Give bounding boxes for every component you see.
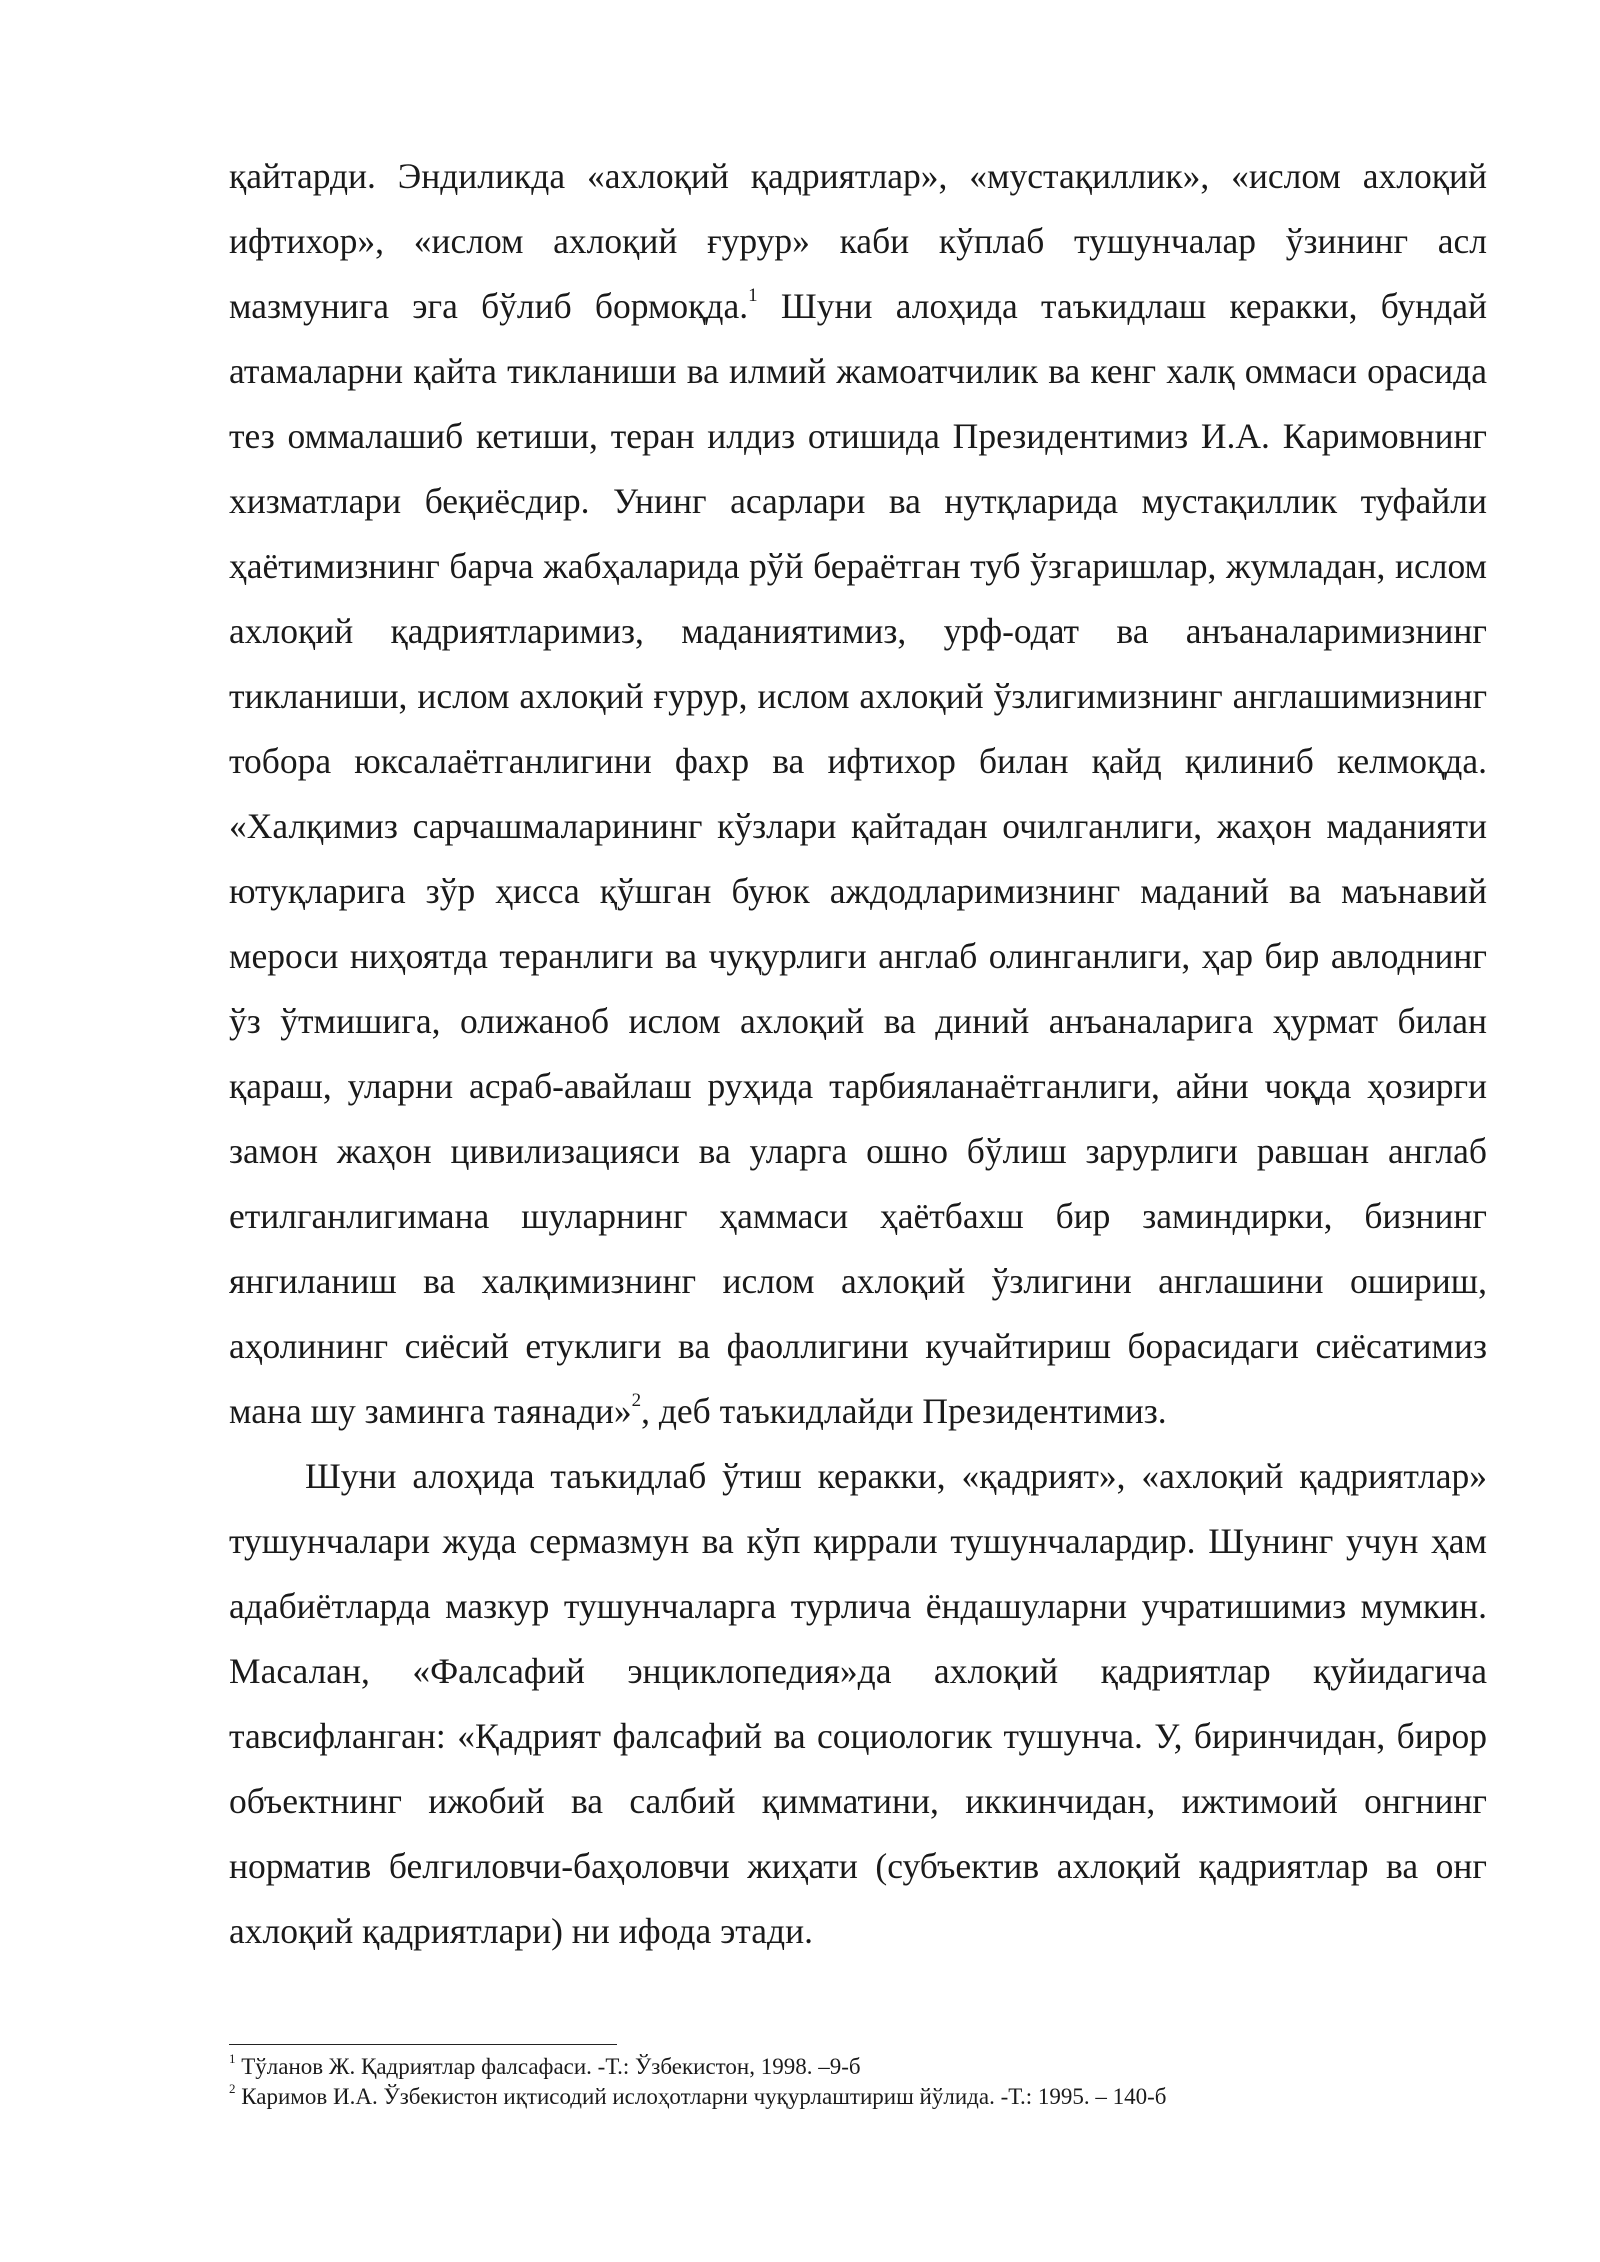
paragraph-1	[229, 144, 1487, 1444]
footnote-1	[229, 2052, 1487, 2082]
footnote-2-text: Каримов И.А. Ўзбекистон иқтисодий ислоҳотларни чуқурлаштириш йўлида. -Т.: 1995. – 140-б	[235, 2084, 1167, 2109]
footnotes	[229, 2052, 1487, 2112]
footnote-2-number: 2	[229, 2081, 236, 2097]
paragraph-1-part-a: қайтарди. Эндиликда «ахлоқий қадриятлар», «мустақиллик», «ислом ахлоқий ифтихор», «ислом ахлоқий ғурур» каби кўплаб тушунчалар ўзининг асл мазмунига эга бўлиб бормоқда.	[229, 156, 1487, 326]
footnote-separator	[229, 2044, 617, 2045]
paragraph-1-part-b: Шуни алоҳида таъкидлаш керакки, бундай атамаларни қайта тикланиши ва илмий жамоатчилик ва кенг халқ оммаси орасида тез оммалашиб кетиши, теран илдиз отишида Президентимиз И.А. Каримовнинг хизматлари беқиёсдир. Унинг асарлари ва нутқларида мустақиллик туфайли ҳаётимизнинг барча жабҳаларида рўй бераётган туб ўзгаришлар, жумладан, ислом ахлоқий қадриятларимиз, маданиятимиз, урф-одат ва анъаналаримизнинг тикланиши, ислом ахлоқий ғурур, ислом ахлоқий ўзлигимизнинг англашимизнинг тобора юксалаётганлигини фахр ва ифтихор билан қайд қилиниб келмоқда. «Халқимиз сарчашмаларининг кўзлари қайтадан очилганлиги, жаҳон маданияти ютуқларига зўр ҳисса қўшган буюк аждодларимизнинг маданий ва маънавий мероси ниҳоятда теранлиги ва чуқурлиги англаб олинганлиги, ҳар бир авлоднинг ўз ўтмишига, олижаноб ислом ахлоқий ва диний анъаналарига ҳурмат билан қараш, уларни асраб-авайлаш руҳида тарбияланаётганлиги, айни чоқда ҳозирги замон жаҳон цивилизацияси ва уларга ошно бўлиш зарурлиги равшан англаб етилганлигимана шуларнинг ҳаммаси ҳаётбахш бир заминдирки, бизнинг янгиланиш ва халқимизнинг ислом ахлоқий ўзлигини англашини ошириш, аҳолининг сиёсий етуклиги ва фаоллигини кучайтириш борасидаги сиёсатимиз мана шу заминга таянади»	[229, 286, 1487, 1431]
paragraph-1-part-c: , деб таъкидлайди Президентимиз.	[641, 1391, 1167, 1431]
footnote-1-text: Тўланов Ж. Қадриятлар фалсафаси. -Т.: Ўзбекистон, 1998. –9-б	[235, 2054, 861, 2079]
footnote-1-number: 1	[229, 2051, 236, 2067]
footnote-2	[229, 2082, 1487, 2112]
footnote-ref-1: 1	[748, 285, 758, 307]
paragraph-2: Шуни алоҳида таъкидлаб ўтиш керакки, «қадрият», «ахлоқий қадриятлар» тушунчалари жуда сермазмун ва кўп қиррали тушунчалардир. Шунинг учун ҳам адабиётларда мазкур тушунчаларга турлича ёндашуларни учратишимиз мумкин. Масалан, «Фалсафий энциклопедия»да ахлоқий қадриятлар қуйидагича тавсифланган: «Қадрият фалсафий ва социологик тушунча. У, биринчидан, бирор объектнинг ижобий ва салбий қимматини, иккинчидан, ижтимоий онгнинг норматив белгиловчи-баҳоловчи жиҳати (субъектив ахлоқий қадриятлар ва онг ахлоқий қадриятлари) ни ифода этади.	[229, 1456, 1487, 1951]
body-text	[229, 144, 1487, 1964]
footnote-ref-2: 2	[631, 1390, 642, 1412]
